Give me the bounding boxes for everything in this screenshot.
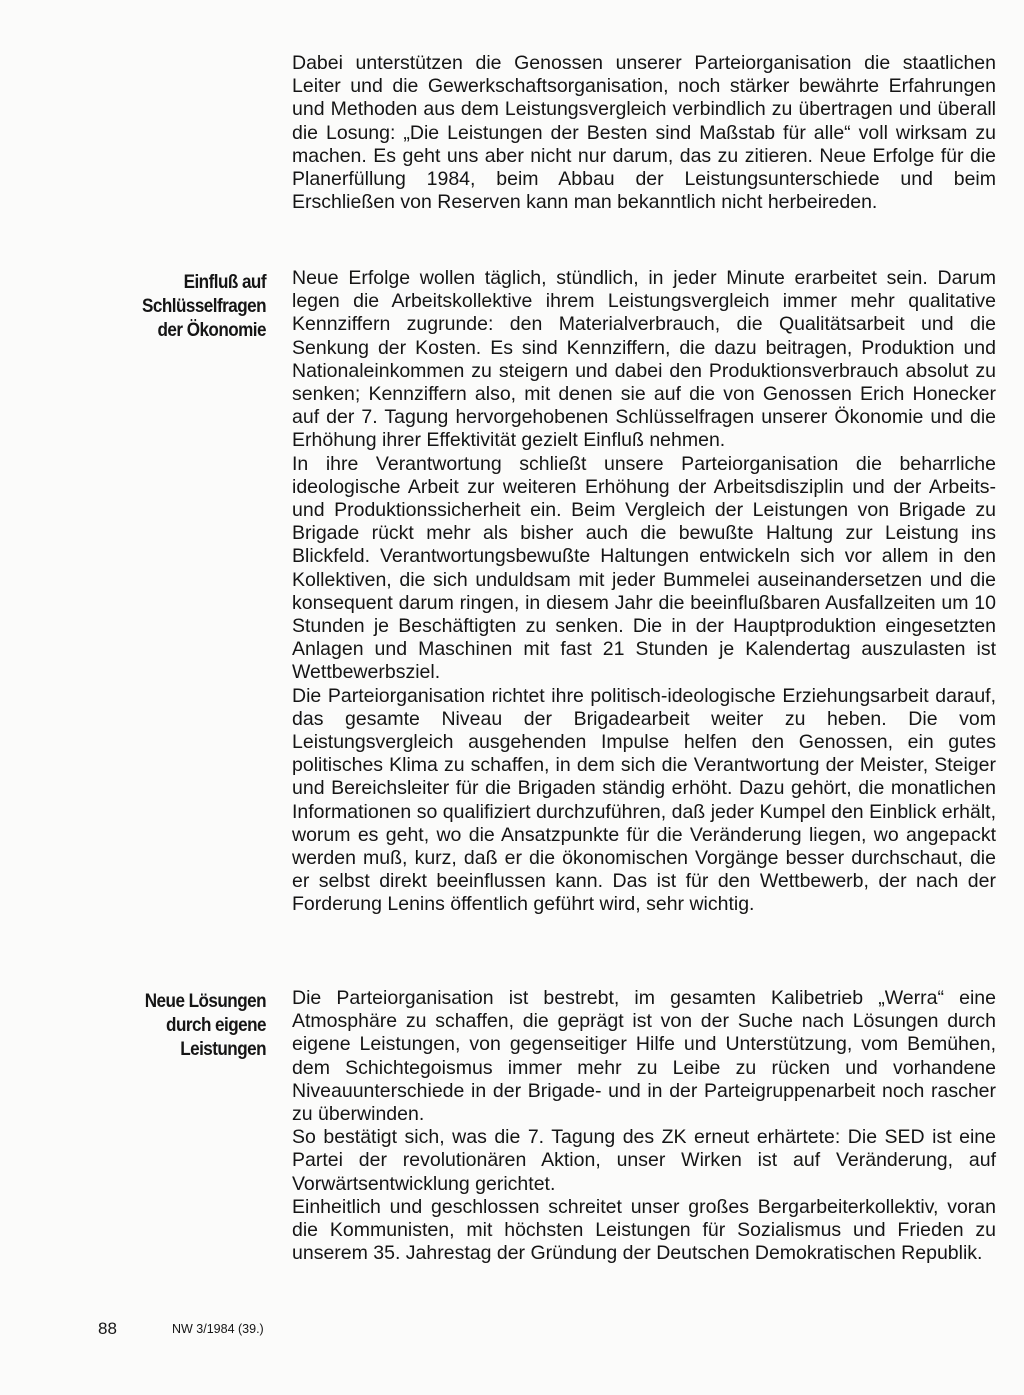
section-einfluss-body — [292, 267, 996, 917]
margin-heading-loesungen — [117, 990, 266, 1062]
paragraph: Neue Erfolge wollen täglich, stündlich, in jeder Minute erarbeitet sein. Darum legen die Arbeitskollektive ihrem Leistungsvergleich immer mehr qualitative Kennziffern zugrunde: den Materialverbrauch, die Qualitätsarbeit und die Senkung der Kosten. Es sind Kennziffern, die dazu beitragen, Produktion und Nationaleinkommen zu steigern und dabei den Produktionsverbrauch absolut zu senken; Kennziffern also, mit denen sie auf die von Genossen Erich Honecker auf der 7. Tagung hervorgehobenen Schlüsselfragen unserer Ökonomie und die Erhöhung ihrer Effektivität gezielt Einfluß nehmen. — [292, 267, 996, 452]
heading-line: durch eigene — [166, 1015, 266, 1036]
page-number: 88 — [98, 1319, 117, 1338]
heading-line: Neue Lösungen — [144, 991, 266, 1012]
paragraph: So bestätigt sich, was die 7. Tagung des ZK erneut erhärtete: Die SED ist eine Partei der revolutionären Aktion, unser Wirken ist auf Veränderung, auf Vorwärtsentwicklung gerichtet. — [292, 1126, 996, 1195]
heading-line: Schlüsselfragen — [141, 296, 266, 317]
heading-line: Leistungen — [180, 1039, 266, 1060]
section-loesungen-body — [292, 987, 996, 1265]
heading-line: Einfluß auf — [183, 272, 266, 293]
margin-heading-einfluss — [117, 271, 266, 343]
source-reference: NW 3/1984 (39.) — [172, 1322, 264, 1336]
paragraph: Die Parteiorganisation richtet ihre politisch-ideologische Erziehungsarbeit darauf, das gesamte Niveau der Brigadearbeit weiter zu heben. Die vom Leistungsvergleich ausgehenden Impulse helfen den Genossen, ein gutes politisches Klima zu schaffen, in dem sich die Verantwortung der Meister, Steiger und Bereichsleiter für die Brigaden ständig erhöht. Dazu gehört, die monatlichen Informationen so qualifiziert durchzuführen, daß jeder Kumpel den Einblick erhält, worum es geht, wo die Ansatzpunkte für die Veränderung liegen, wo angepackt werden muß, kurz, daß er die ökonomischen Vorgänge besser durchschaut, die er selbst direkt beeinflussen kann. Das ist für den Wettbewerb, der nach der Forderung Lenins öffentlich geführt wird, sehr wichtig. — [292, 684, 996, 916]
heading-line: der Ökonomie — [157, 320, 266, 341]
paragraph: In ihre Verantwortung schließt unsere Parteiorganisation die beharrliche ideologische Arbeit zur weiteren Erhöhung der Arbeitsdisziplin und der Arbeits- und Produktionssicherheit ein. Beim Vergleich der Leistungen von Brigade zu Brigade rückt mehr als bisher auch die bewußte Haltung zur Leistung ins Blickfeld. Verantwortungsbewußte Haltungen entwickeln sich vor allem in den Kollektiven, die sich unduldsam mit jeder Bummelei auseinandersetzen und die konsequent darum ringen, in diesem Jahr die beeinflußbaren Ausfallzeiten um 10 Stunden je Beschäftigten zu senken. Die in der Hauptproduktion eingesetzten Anlagen und Maschinen mit fast 21 Stunden je Kalendertag auszulasten ist Wettbewerbsziel. — [292, 452, 996, 684]
intro-block — [292, 52, 996, 214]
paragraph: Die Parteiorganisation ist bestrebt, im gesamten Kalibetrieb „Werra“ eine Atmosphäre zu schaffen, die geprägt ist von der Suche nach Lösungen durch eigene Leistungen, von gegenseitiger Hilfe und Unterstützung, vom Bemühen, dem Schichtegoismus immer mehr zu Leibe zu rücken und vorhandene Niveauunterschiede in der Brigade- und in der Parteigruppenarbeit noch rascher zu überwinden. — [292, 987, 996, 1126]
paragraph: Dabei unterstützen die Genossen unserer Parteiorganisation die staatlichen Leiter und die Gewerkschaftsorganisation, noch stärker bewährte Erfahrungen und Methoden aus dem Leistungsvergleich verbindlich zu übertragen und überall die Losung: „Die Leistungen der Besten sind Maßstab für alle“ voll wirksam zu machen. Es geht uns aber nicht nur darum, das zu zitieren. Neue Erfolge für die Planerfüllung 1984, beim Abbau der Leistungsunterschiede und beim Erschließen von Reserven kann man bekanntlich nicht herbeireden. — [292, 52, 996, 214]
paragraph: Einheitlich und geschlossen schreitet unser großes Bergarbeiterkollektiv, voran die Kommunisten, mit höchsten Leistungen für Sozialismus und Frieden zu unserem 35. Jahrestag der Gründung der Deutschen Demokratischen Republik. — [292, 1195, 996, 1265]
